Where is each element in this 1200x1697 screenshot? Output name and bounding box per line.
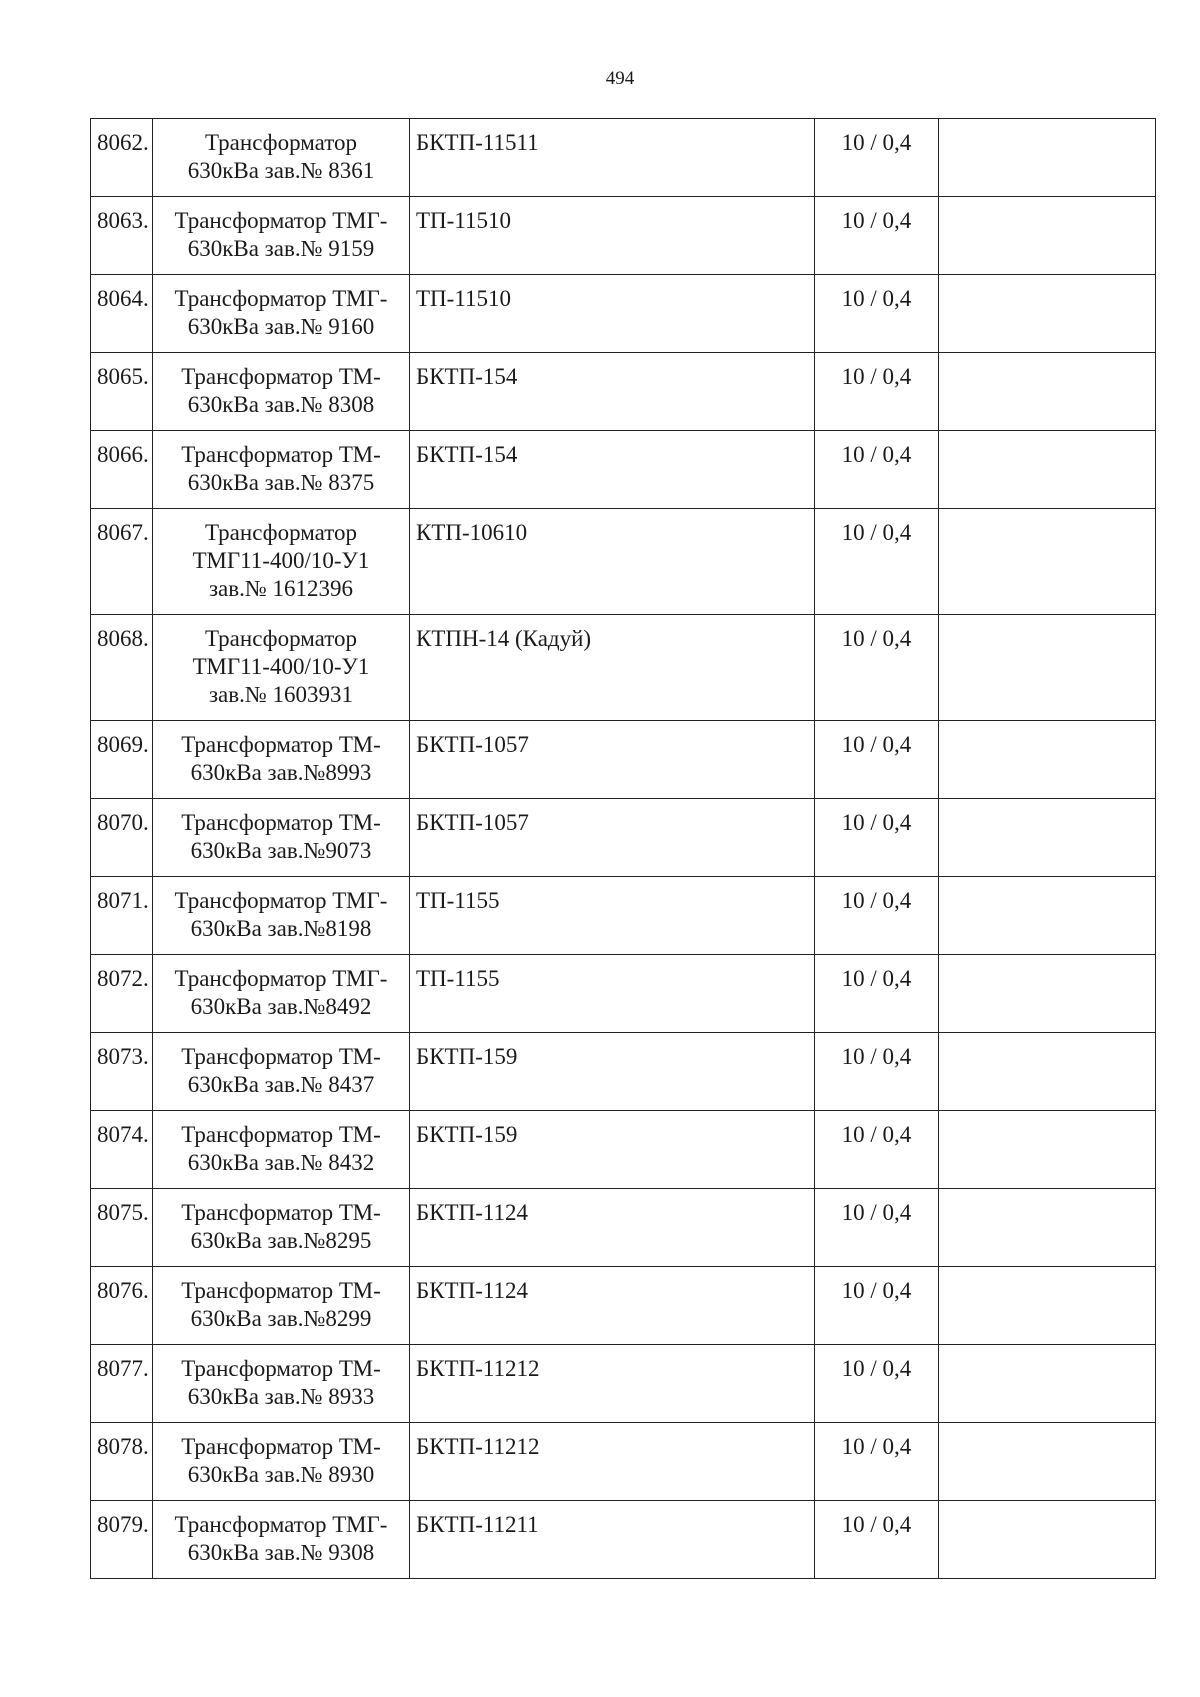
row-number: 8066. [91, 431, 153, 509]
equipment-table-body [91, 119, 1156, 1579]
equipment-name-line: Трансформатор ТМ- [181, 1434, 381, 1459]
empty-cell [939, 431, 1156, 509]
table-row [91, 1267, 1156, 1345]
row-number: 8076. [91, 1267, 153, 1345]
voltage-cell: 10 / 0,4 [815, 1267, 939, 1345]
row-number: 8062. [91, 119, 153, 197]
table-row [91, 1345, 1156, 1423]
row-number: 8078. [91, 1423, 153, 1501]
empty-cell [939, 1111, 1156, 1189]
equipment-name-line: Трансформатор ТМГ- [174, 966, 388, 991]
row-number: 8064. [91, 275, 153, 353]
table-row [91, 1501, 1156, 1579]
equipment-name-line: 630кВа зав.№ 8437 [187, 1072, 375, 1097]
table-row [91, 1111, 1156, 1189]
equipment-name-line: 630кВа зав.№ 8933 [187, 1384, 375, 1409]
location-cell: БКТП-159 [410, 1033, 815, 1111]
location-cell: БКТП-11211 [410, 1501, 815, 1579]
equipment-name-line: 630кВа зав.№8492 [190, 994, 372, 1019]
empty-cell [939, 1189, 1156, 1267]
equipment-name-line: зав.№ 1603931 [208, 682, 354, 707]
equipment-name-line: Трансформатор ТМ- [181, 1122, 381, 1147]
equipment-name-cell [153, 1111, 410, 1189]
table-row [91, 955, 1156, 1033]
table-row [91, 197, 1156, 275]
location-cell: БКТП-11511 [410, 119, 815, 197]
location-cell: ТП-11510 [410, 197, 815, 275]
table-row [91, 509, 1156, 615]
empty-cell [939, 877, 1156, 955]
equipment-name-line: 630кВа зав.№ 9160 [187, 314, 375, 339]
row-number: 8077. [91, 1345, 153, 1423]
table-row [91, 799, 1156, 877]
equipment-name-cell [153, 275, 410, 353]
empty-cell [939, 799, 1156, 877]
equipment-name-line: 630кВа зав.№ 8432 [187, 1150, 375, 1175]
voltage-cell: 10 / 0,4 [815, 1423, 939, 1501]
table-row [91, 1423, 1156, 1501]
equipment-name-cell [153, 1423, 410, 1501]
equipment-name-line: Трансформатор ТМ- [181, 1200, 381, 1225]
voltage-cell: 10 / 0,4 [815, 1189, 939, 1267]
empty-cell [939, 197, 1156, 275]
location-cell: ТП-1155 [410, 955, 815, 1033]
voltage-cell: 10 / 0,4 [815, 1501, 939, 1579]
location-cell: БКТП-1057 [410, 799, 815, 877]
empty-cell [939, 1345, 1156, 1423]
voltage-cell: 10 / 0,4 [815, 877, 939, 955]
voltage-cell: 10 / 0,4 [815, 275, 939, 353]
table-row [91, 431, 1156, 509]
equipment-name-line: 630кВа зав.№ 8361 [187, 158, 375, 183]
equipment-name-line: Трансформатор [205, 130, 357, 155]
equipment-name-line: Трансформатор ТМ- [181, 1356, 381, 1381]
equipment-name-line: 630кВа зав.№8299 [190, 1306, 372, 1331]
equipment-name-line: 630кВа зав.№8993 [190, 760, 372, 785]
location-cell: БКТП-11212 [410, 1345, 815, 1423]
equipment-name-cell [153, 431, 410, 509]
equipment-name-line: Трансформатор ТМ- [181, 442, 381, 467]
voltage-cell: 10 / 0,4 [815, 119, 939, 197]
voltage-cell: 10 / 0,4 [815, 615, 939, 721]
empty-cell [939, 119, 1156, 197]
table-row [91, 721, 1156, 799]
equipment-name-cell [153, 119, 410, 197]
equipment-name-line: Трансформатор ТМГ- [174, 208, 388, 233]
equipment-name-line: Трансформатор ТМГ- [174, 888, 388, 913]
equipment-name-cell [153, 1501, 410, 1579]
empty-cell [939, 721, 1156, 799]
row-number: 8073. [91, 1033, 153, 1111]
table-row [91, 1189, 1156, 1267]
row-number: 8063. [91, 197, 153, 275]
equipment-name-cell [153, 1033, 410, 1111]
equipment-name-line: Трансформатор ТМГ- [174, 1512, 388, 1537]
page-number: 494 [605, 68, 635, 89]
location-cell: БКТП-1124 [410, 1189, 815, 1267]
equipment-name-cell [153, 877, 410, 955]
equipment-name-line: Трансформатор [205, 626, 357, 651]
equipment-name-line: Трансформатор ТМ- [181, 364, 381, 389]
location-cell: ТП-11510 [410, 275, 815, 353]
voltage-cell: 10 / 0,4 [815, 721, 939, 799]
table-row [91, 615, 1156, 721]
equipment-name-cell [153, 353, 410, 431]
equipment-name-line: зав.№ 1612396 [208, 576, 354, 601]
voltage-cell: 10 / 0,4 [815, 509, 939, 615]
table-row [91, 877, 1156, 955]
location-cell: КТПН-14 (Кадуй) [410, 615, 815, 721]
equipment-name-line: 630кВа зав.№8295 [190, 1228, 372, 1253]
equipment-name-line: ТМГ11-400/10-У1 [192, 654, 370, 679]
row-number: 8070. [91, 799, 153, 877]
voltage-cell: 10 / 0,4 [815, 197, 939, 275]
equipment-name-cell [153, 955, 410, 1033]
location-cell: БКТП-1124 [410, 1267, 815, 1345]
location-cell: БКТП-11212 [410, 1423, 815, 1501]
equipment-name-line: Трансформатор ТМГ- [174, 286, 388, 311]
row-number: 8068. [91, 615, 153, 721]
equipment-name-line: ТМГ11-400/10-У1 [192, 548, 370, 573]
equipment-name-line: Трансформатор [205, 520, 357, 545]
table-row [91, 1033, 1156, 1111]
row-number: 8079. [91, 1501, 153, 1579]
equipment-name-cell [153, 1189, 410, 1267]
voltage-cell: 10 / 0,4 [815, 353, 939, 431]
empty-cell [939, 1423, 1156, 1501]
empty-cell [939, 615, 1156, 721]
empty-cell [939, 275, 1156, 353]
voltage-cell: 10 / 0,4 [815, 799, 939, 877]
empty-cell [939, 955, 1156, 1033]
empty-cell [939, 509, 1156, 615]
empty-cell [939, 1267, 1156, 1345]
empty-cell [939, 1033, 1156, 1111]
equipment-name-line: 630кВа зав.№8198 [190, 916, 372, 941]
equipment-name-cell [153, 721, 410, 799]
row-number: 8069. [91, 721, 153, 799]
location-cell: БКТП-1057 [410, 721, 815, 799]
voltage-cell: 10 / 0,4 [815, 431, 939, 509]
equipment-name-line: 630кВа зав.№ 8375 [187, 470, 375, 495]
equipment-name-cell [153, 197, 410, 275]
row-number: 8072. [91, 955, 153, 1033]
equipment-name-line: 630кВа зав.№9073 [190, 838, 372, 863]
equipment-name-line: Трансформатор ТМ- [181, 1044, 381, 1069]
equipment-name-cell [153, 615, 410, 721]
empty-cell [939, 1501, 1156, 1579]
equipment-name-cell [153, 509, 410, 615]
equipment-name-cell [153, 799, 410, 877]
row-number: 8065. [91, 353, 153, 431]
equipment-name-line: 630кВа зав.№ 8308 [187, 392, 375, 417]
row-number: 8071. [91, 877, 153, 955]
row-number: 8067. [91, 509, 153, 615]
empty-cell [939, 353, 1156, 431]
equipment-name-line: 630кВа зав.№ 8930 [187, 1462, 375, 1487]
voltage-cell: 10 / 0,4 [815, 1345, 939, 1423]
equipment-name-line: Трансформатор ТМ- [181, 732, 381, 757]
location-cell: БКТП-159 [410, 1111, 815, 1189]
location-cell: ТП-1155 [410, 877, 815, 955]
location-cell: КТП-10610 [410, 509, 815, 615]
equipment-name-cell [153, 1267, 410, 1345]
voltage-cell: 10 / 0,4 [815, 1111, 939, 1189]
row-number: 8075. [91, 1189, 153, 1267]
equipment-name-line: 630кВа зав.№ 9159 [187, 236, 375, 261]
row-number: 8074. [91, 1111, 153, 1189]
equipment-name-line: Трансформатор ТМ- [181, 810, 381, 835]
equipment-name-cell [153, 1345, 410, 1423]
equipment-name-line: Трансформатор ТМ- [181, 1278, 381, 1303]
voltage-cell: 10 / 0,4 [815, 955, 939, 1033]
table-row [91, 353, 1156, 431]
location-cell: БКТП-154 [410, 431, 815, 509]
voltage-cell: 10 / 0,4 [815, 1033, 939, 1111]
equipment-name-line: 630кВа зав.№ 9308 [187, 1540, 375, 1565]
equipment-table [90, 118, 1156, 1579]
location-cell: БКТП-154 [410, 353, 815, 431]
table-row [91, 275, 1156, 353]
table-row [91, 119, 1156, 197]
